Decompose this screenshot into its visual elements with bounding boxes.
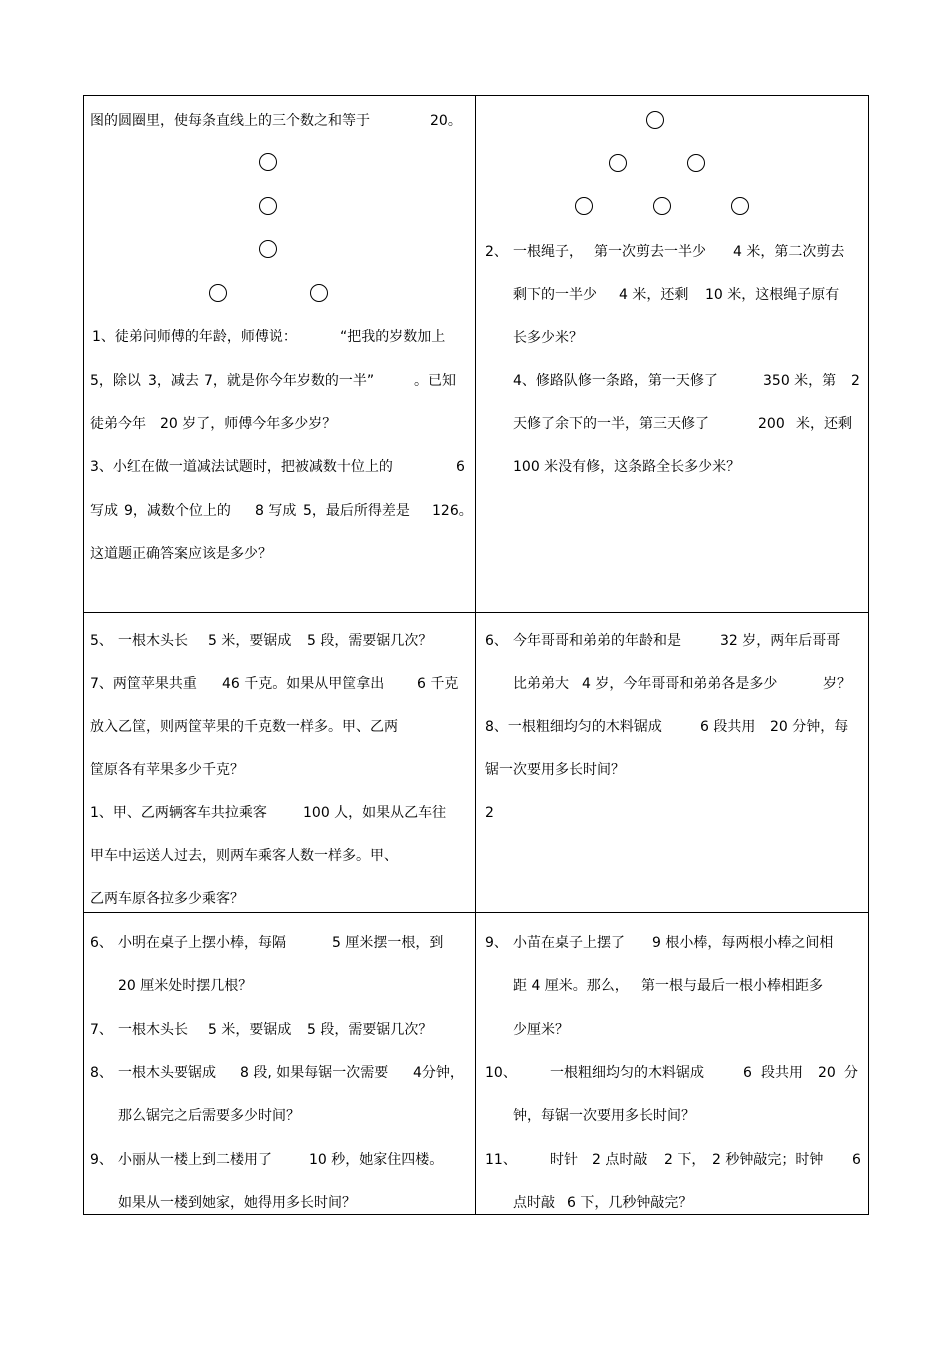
question-text: 岁？ <box>823 676 851 692</box>
question-text: 。已知 <box>414 373 456 389</box>
question-number: 9、 <box>485 935 508 951</box>
question-text: 长多少米？ <box>513 330 583 346</box>
question-number: 6、 <box>90 935 113 951</box>
question-text: 钟，每锯一次要用多长时间？ <box>513 1108 695 1124</box>
question-text: 放入乙筐，则两筐苹果的千克数一样多。甲、乙两 <box>90 719 398 735</box>
circle-slot <box>259 240 277 258</box>
question-number: 8、 <box>90 1065 113 1081</box>
question-number: 5、 <box>90 633 113 649</box>
question-text: 小丽从一楼上到二楼用了 <box>118 1152 272 1168</box>
puzzle-instruction: 图的圆圈里，使每条直线上的三个数之和等于 <box>90 113 370 129</box>
question-text: 200 <box>758 416 785 432</box>
question-text: 6 段共用 <box>700 719 756 735</box>
question-text: 8 写成 <box>255 503 297 519</box>
question-text: 32 岁，两年后哥哥 <box>720 633 841 649</box>
question-number: 2、 <box>485 244 508 260</box>
question-text: 10 米，这根绳子原有 <box>705 287 840 303</box>
question-text: 3，减去 <box>148 373 199 389</box>
question-text: 一根木头长 <box>118 1022 188 1038</box>
question-text: 距 4 厘米。那么， <box>513 978 629 994</box>
question-text: 乙两车原各拉多少乘客？ <box>90 891 244 907</box>
question-text: 甲车中运送人过去，则两车乘客人数一样多。甲、 <box>90 848 398 864</box>
question-text: 5，除以 <box>90 373 141 389</box>
question-text: 锯一次要用多长时间？ <box>485 762 625 778</box>
question-text: 4、修路队修一条路，第一天修了 <box>513 373 718 389</box>
question-text: 少厘米？ <box>513 1022 569 1038</box>
circle-slot <box>609 154 627 172</box>
question-text: 9，减数个位上的 <box>124 503 231 519</box>
question-text: 6 <box>456 459 465 475</box>
question-text: 剩下的一半少 <box>513 287 597 303</box>
question-text: 小苗在桌子上摆了 <box>513 935 625 951</box>
question-text: 5，最后所得差是 <box>303 503 410 519</box>
question-text: 126。 <box>432 503 473 519</box>
question-text: 1、徒弟问师傅的年龄，师傅说： <box>92 329 297 345</box>
question-text: 6 下，几秒钟敲完？ <box>567 1195 693 1211</box>
question-number: 9、 <box>90 1152 113 1168</box>
question-text: 5 段，需要锯几次？ <box>307 633 433 649</box>
question-text: 小明在桌子上摆小棒，每隔 <box>118 935 286 951</box>
question-text: 5 米，要锯成 <box>208 1022 292 1038</box>
question-text: 分 <box>844 1065 858 1081</box>
question-text: 7，就是你今年岁数的一半” <box>204 373 375 389</box>
question-text: 米，还剩 <box>796 416 852 432</box>
question-text: 2 秒钟敲完；时钟 <box>712 1152 824 1168</box>
question-text: 4 米，还剩 <box>619 287 689 303</box>
worksheet-table <box>83 95 869 1215</box>
question-text: 5 厘米摆一根，到 <box>332 935 444 951</box>
question-text: 今年哥哥和弟弟的年龄和是 <box>513 633 681 649</box>
question-text: 6 <box>852 1152 861 1168</box>
question-text: 9 根小棒，每两根小棒之间相 <box>652 935 834 951</box>
puzzle-sum: 20。 <box>430 113 462 129</box>
circle-slot <box>259 153 277 171</box>
question-text: 时针 <box>550 1152 578 1168</box>
question-text: 5 米，要锯成 <box>208 633 292 649</box>
question-text: 7、两筐苹果共重 <box>90 676 197 692</box>
question-number: 11、 <box>485 1152 517 1168</box>
question-text: 100 人，如果从乙车往 <box>303 805 447 821</box>
question-text: 一根粗细均匀的木料锯成 <box>550 1065 704 1081</box>
question-text: 徒弟今年 <box>90 416 146 432</box>
question-text: 8 段, 如果每锯一次需要 <box>240 1065 389 1081</box>
question-text: 4 岁，今年哥哥和弟弟各是多少 <box>582 676 778 692</box>
circle-slot <box>653 197 671 215</box>
question-text: 350 米，第 <box>763 373 837 389</box>
question-text: 天修了余下的一半，第三天修了 <box>513 416 709 432</box>
question-text: 2 点时敲 <box>592 1152 648 1168</box>
question-text: 5 段，需要锯几次？ <box>307 1022 433 1038</box>
question-text: 第一根与最后一根小棒相距多 <box>641 978 823 994</box>
question-text: 2 下， <box>664 1152 706 1168</box>
circle-slot <box>209 284 227 302</box>
question-text: 4分钟， <box>413 1065 464 1081</box>
question-text: 段共用 <box>761 1065 803 1081</box>
question-text: 20 <box>818 1065 836 1081</box>
question-text: 那么锯完之后需要多少时间？ <box>118 1108 300 1124</box>
column-divider <box>475 95 476 1215</box>
row-divider-2 <box>83 912 869 913</box>
circle-slot <box>731 197 749 215</box>
question-text: 1、甲、乙两辆客车共拉乘客 <box>90 805 267 821</box>
question-text: 一根木头长 <box>118 633 188 649</box>
question-text: 6 千克 <box>417 676 459 692</box>
question-text: 20 岁了，师傅今年多少岁？ <box>160 416 337 432</box>
question-text: 2 <box>851 373 860 389</box>
question-text: 20 厘米处时摆几根？ <box>118 978 253 994</box>
circle-slot <box>575 197 593 215</box>
question-text: 第一次剪去一半少 <box>594 244 706 260</box>
circle-slot <box>687 154 705 172</box>
question-text: 如果从一楼到她家，她得用多长时间？ <box>118 1195 356 1211</box>
question-text: 6 <box>743 1065 752 1081</box>
question-number: 2 <box>485 805 494 821</box>
question-text: 100 米没有修，这条路全长多少米？ <box>513 459 741 475</box>
question-text: 筐原各有苹果多少千克？ <box>90 762 244 778</box>
circle-slot <box>310 284 328 302</box>
question-text: 一根木头要锯成 <box>118 1065 216 1081</box>
question-text: 20 分钟，每 <box>770 719 849 735</box>
question-text: 比弟弟大 <box>513 676 569 692</box>
question-text: 这道题正确答案应该是多少？ <box>90 546 272 562</box>
question-text: 10 秒，她家住四楼。 <box>309 1152 444 1168</box>
question-text: “把我的岁数加上 <box>340 329 446 345</box>
circle-slot <box>646 111 664 129</box>
question-number: 10、 <box>485 1065 517 1081</box>
question-text: 3、小红在做一道减法试题时，把被减数十位上的 <box>90 459 393 475</box>
question-text: 写成 <box>90 503 118 519</box>
question-text: 点时敲 <box>513 1195 555 1211</box>
question-number: 6、 <box>485 633 508 649</box>
circle-slot <box>259 197 277 215</box>
question-text: 4 米，第二次剪去 <box>733 244 845 260</box>
row-divider-1 <box>83 612 869 613</box>
question-text: 8、一根粗细均匀的木料锯成 <box>485 719 662 735</box>
question-text: 46 千克。如果从甲筐拿出 <box>222 676 385 692</box>
question-text: 一根绳子， <box>513 244 583 260</box>
question-number: 7、 <box>90 1022 113 1038</box>
